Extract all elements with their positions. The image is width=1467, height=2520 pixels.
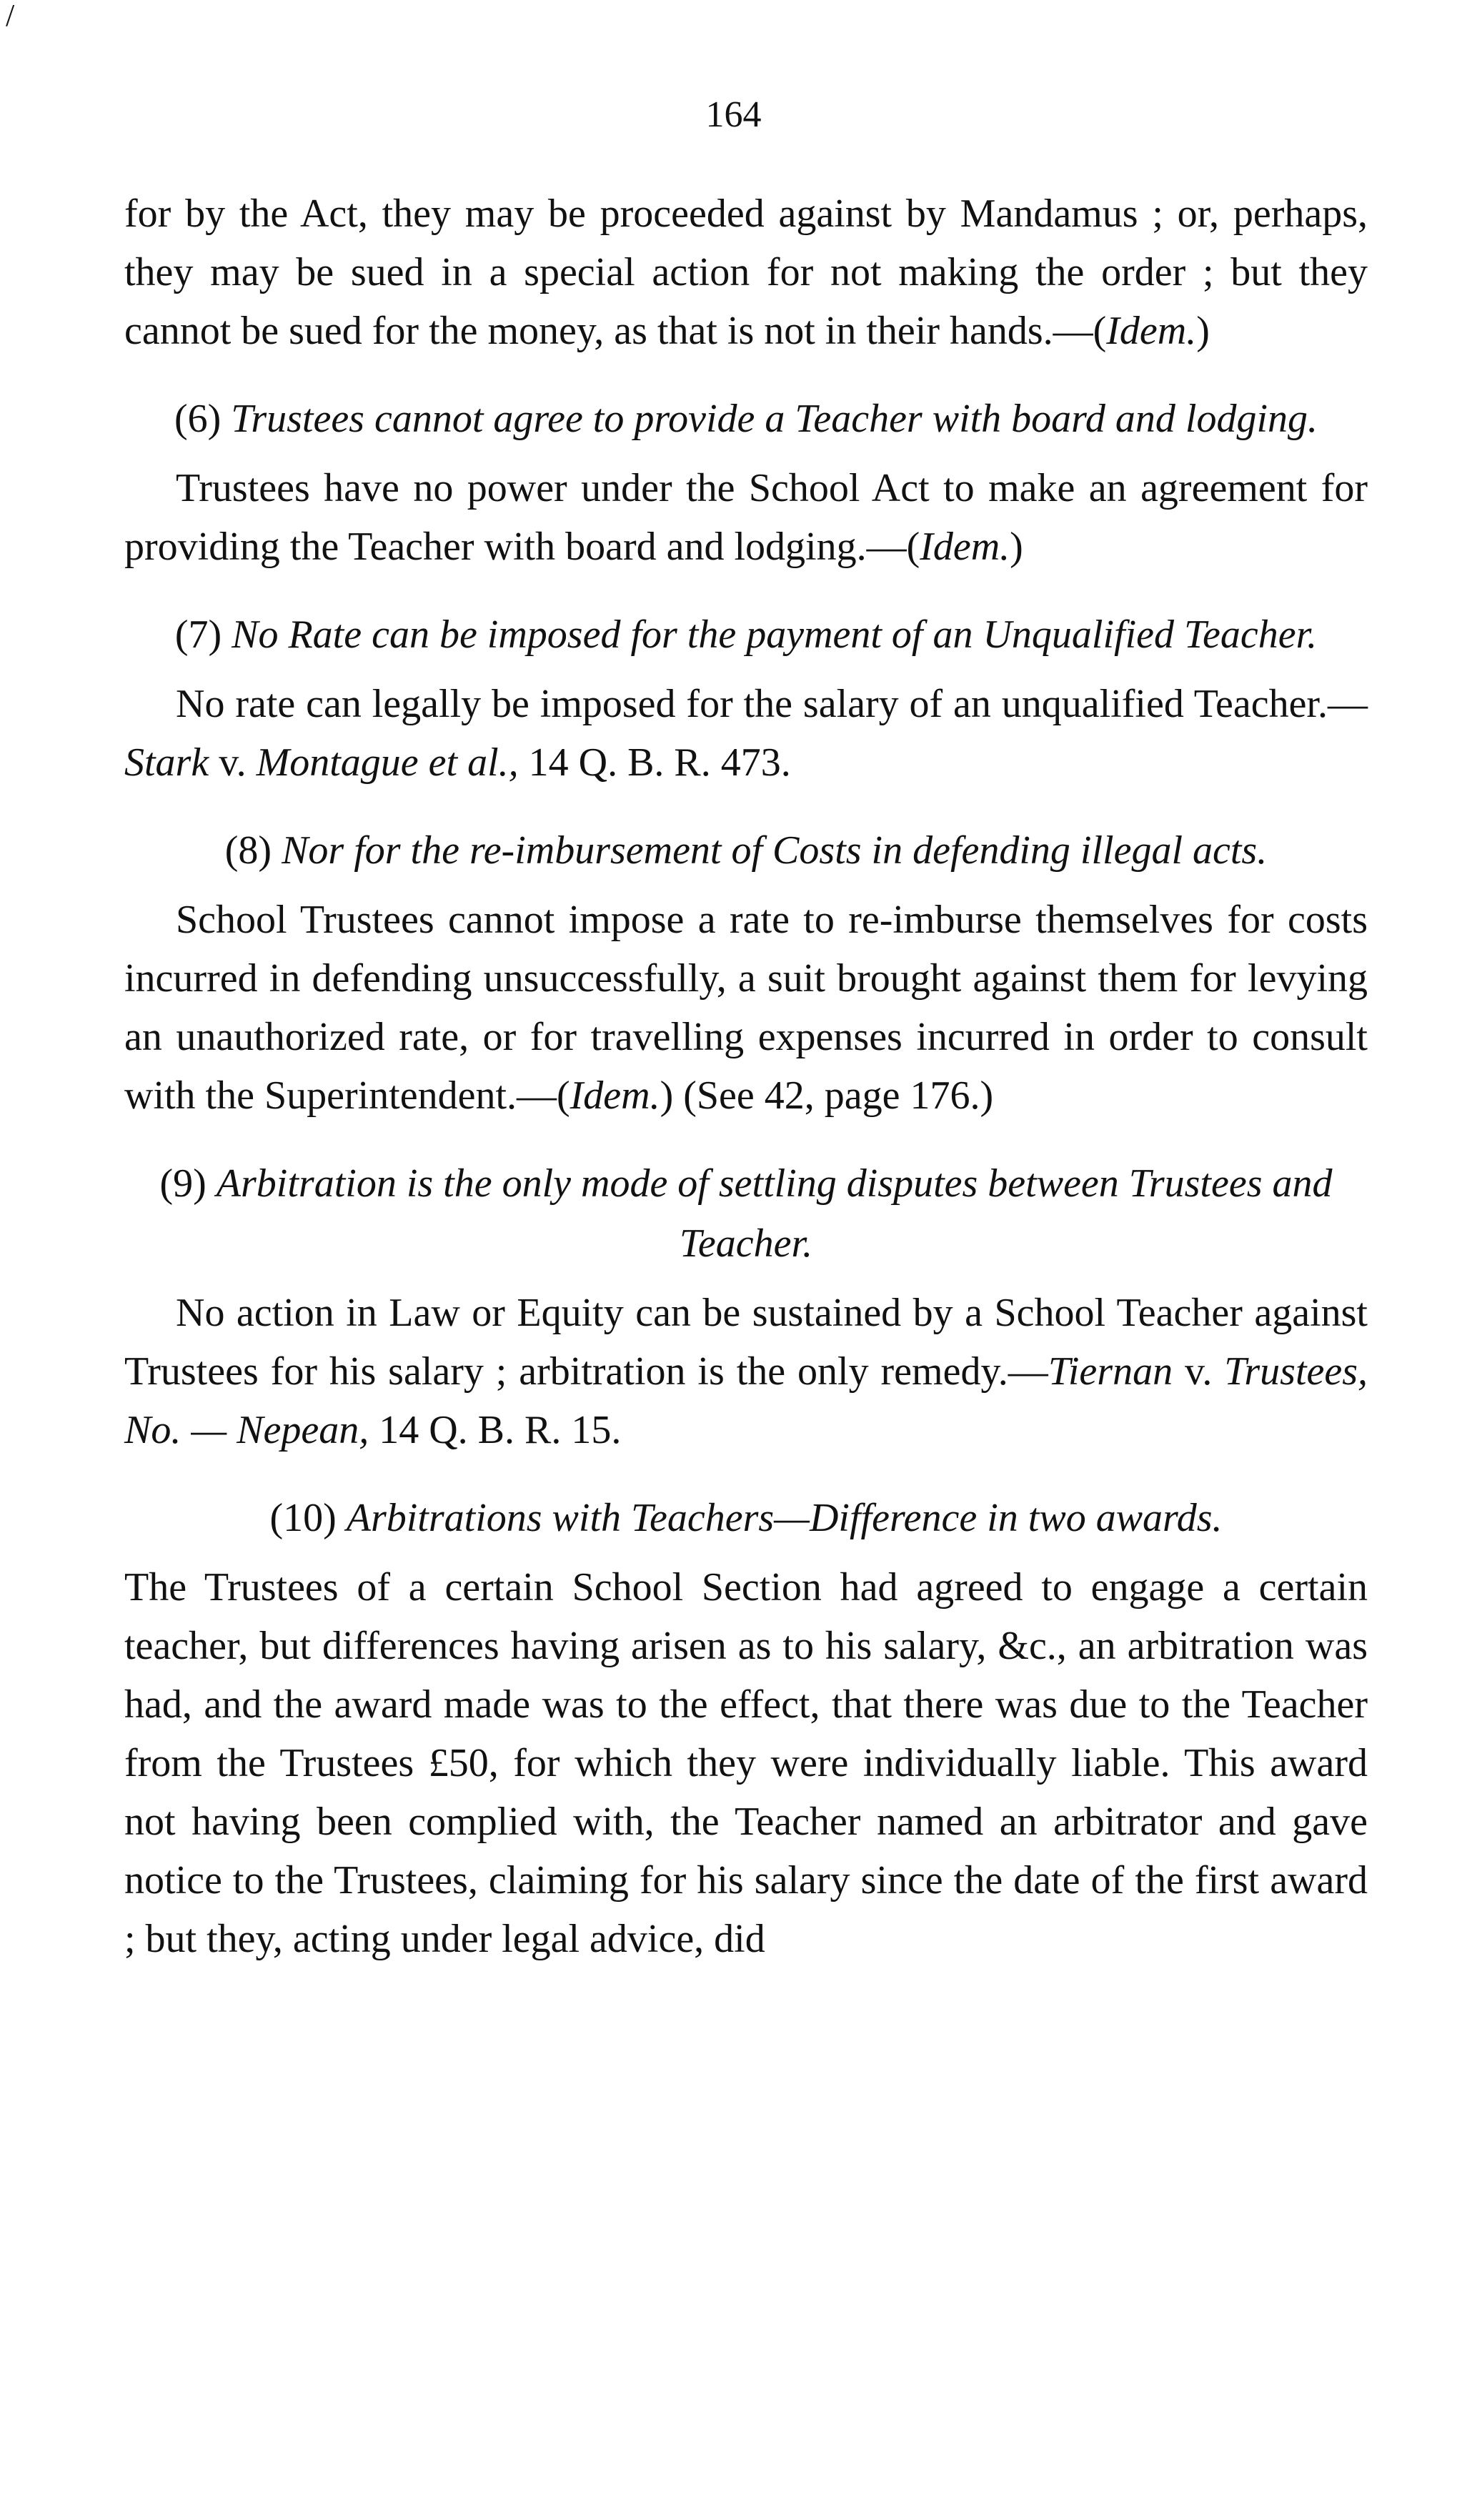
section-9-heading [124, 1154, 1368, 1274]
section-title: Nor for the re-imbursement of Costs in defending illegal acts. [282, 828, 1268, 873]
section-6-paragraph: Trustees have no power under the School Act to make an agreement for providing the Teacher with board and lodging.—(Idem.) [124, 466, 1368, 569]
page-body [124, 184, 1368, 1968]
section-10-heading [124, 1488, 1368, 1548]
section-number: (9) [159, 1161, 207, 1206]
section-9-paragraph: No action in Law or Equity can be sustained by a School Teacher against Trustees for his salary ; arbitration is the only remedy.—Tiernan v. Trustees, No. — Nepean, 14 Q. B. R. 15. [124, 1291, 1368, 1452]
case-name: Stark [124, 740, 209, 785]
section-6-heading [124, 389, 1368, 449]
continuation-paragraph: for by the Act, they may be proceeded against by Mandamus ; or, perhaps, they may be sued in a special action for not making the order ; but they cannot be sued for the money, as that is not in their hands.—(Idem.) [124, 192, 1368, 353]
case-name: Tiernan [1048, 1349, 1173, 1394]
section-title: No Rate can be imposed for the payment of an Unqualified Teacher. [232, 612, 1318, 657]
section-number: (6) [174, 397, 222, 441]
section-number: (7) [174, 612, 222, 657]
case-name: Montague et al., [256, 740, 519, 785]
section-title: Arbitration is the only mode of settling disputes between Trustees and Teacher. [216, 1161, 1333, 1266]
section-10-paragraph: The Trustees of a certain School Section had agreed to engage a certain teacher, but differences having arisen as to his salary, &c., an arbitration was had, and the award made was to the effect, that there was due to the Teacher from the Trustees £50, for which they were individually liable. This award not having been complied with, the Teacher named an arbitrator and gave notice to the Trustees, claiming for his salary since the date of the first award ; but they, acting under legal advice, did [124, 1565, 1368, 1961]
section-title: Trustees cannot agree to provide a Teacher with board and lodging. [231, 397, 1318, 441]
stray-mark: / [6, 0, 15, 33]
section-7-heading [124, 605, 1368, 665]
section-number: (8) [224, 828, 272, 873]
page-number: 164 [705, 94, 762, 135]
section-8-heading [124, 820, 1368, 880]
case-name: Trustees, No. — Nepean, [124, 1349, 1368, 1452]
section-8-paragraph: School Trustees cannot impose a rate to re-imburse themselves for costs incurred in defending unsuccessfully, a suit brought against them for levying an unauthorized rate, or for travelling expenses incurred in order to consult with the Superintendent.—(Idem.) (See 42, page 176.) [124, 898, 1368, 1118]
section-number: (10) [269, 1496, 337, 1540]
section-title: Arbitrations with Teachers—Difference in two awards. [346, 1496, 1223, 1540]
section-7-paragraph: No rate can legally be imposed for the salary of an unqualified Teacher.—Stark v. Montague et al., 14 Q. B. R. 473. [124, 682, 1368, 785]
